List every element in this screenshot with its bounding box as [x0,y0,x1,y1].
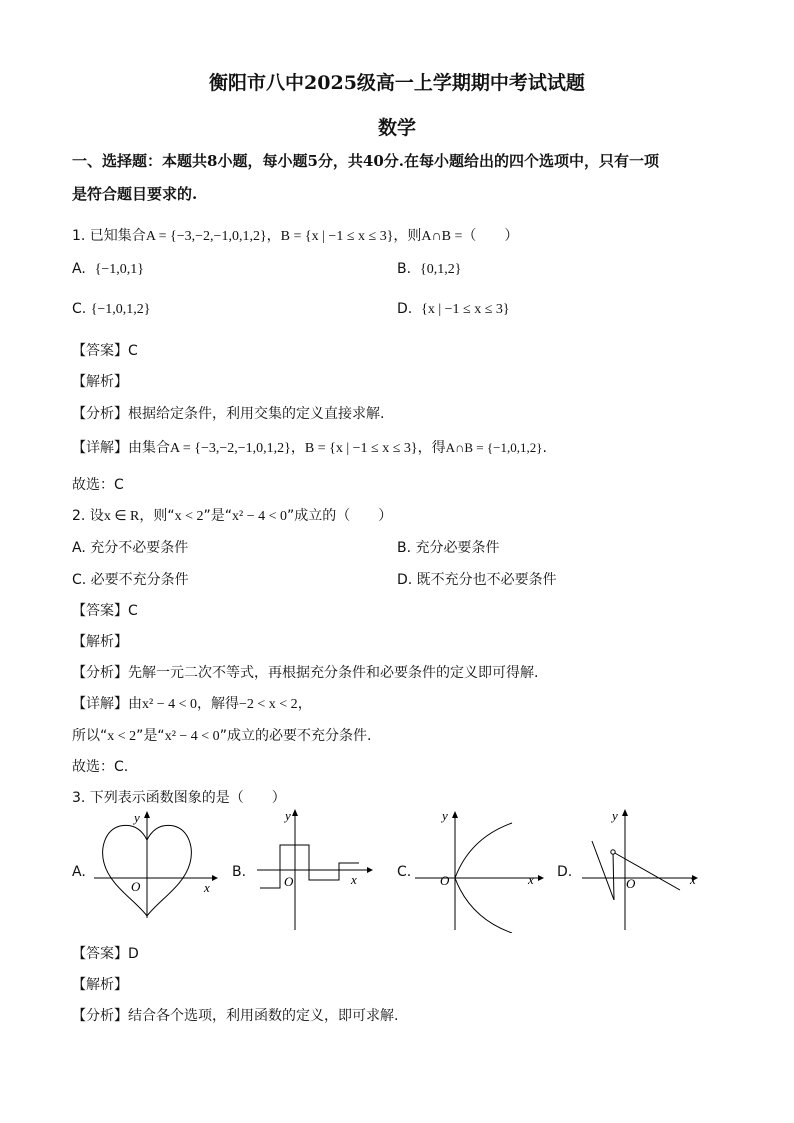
q1-stem [72,225,518,245]
x-axis-arrow [367,867,373,873]
y-label: y [134,810,140,825]
subject-title: 数学 [377,117,416,139]
q2-xiangjie-line2 [72,725,371,745]
x-axis-arrow [212,875,218,881]
q1-option-b [397,261,461,278]
q2-stem-cond2: x² − 4 < 0 [232,509,288,524]
q2-xiangjie-text2: ，解得 [197,696,239,712]
origin-label: O [440,873,450,888]
q2-fenxi [72,662,538,682]
q1-xiangjie-tag: 【详解】 [72,440,128,456]
q1-option-c [72,301,151,318]
q1-fenxi [72,403,384,423]
q2-stem-x: x ∈ R [103,509,140,524]
q1-paren: （ ） [462,228,519,244]
q2-fenxi-text: 先解一元二次不等式，再根据充分条件和必要条件的定义即可得解. [128,665,539,681]
q2-answer-value: C [128,603,138,619]
open-point [611,850,615,854]
y-label: y [285,808,291,823]
step-function [260,845,359,888]
q2-option-a: A. 充分不必要条件 [72,540,189,556]
q2-line2-text2: ”是“ [136,728,165,744]
q1-set-a: A = {−3,−2,−1,0,1,2} [145,229,267,244]
q1-option-c-label: C. [72,301,87,317]
origin-label: O [284,874,294,889]
q1-option-a-label: A. [72,261,86,277]
q1-guxuan: 故选：C [72,477,124,493]
q2-answer [72,600,138,620]
q1-fenxi-text: 根据给定条件，利用交集的定义直接求解. [128,406,385,422]
section-heading-line1: 一、选择题：本题共8小题，每小题5分，共40分.在每小题给出的四个选项中，只有一项 [72,152,659,170]
y-axis-arrow [292,809,298,816]
q1-xiangjie-text2: ， [290,440,305,456]
q2-stem-cond1: x < 2 [174,509,204,524]
x-label: x [690,872,696,887]
q1-option-d [397,301,510,318]
q1-set-b: B = {x | −1 ≤ x ≤ 3} [280,229,394,244]
q2-stem-prefix: 2. 设 [72,508,104,524]
x-label: x [351,872,357,887]
q2-stem [72,505,392,525]
origin-label: O [131,879,141,894]
q3-graph-c [410,808,545,933]
q1-xiangjie-result: A∩B = {−1,0,1,2} [445,440,543,455]
q2-answer-tag: 【答案】 [72,603,128,619]
q1-expr: A∩B = [421,229,463,244]
q1-option-d-label: D. [397,301,413,317]
q3-answer-tag: 【答案】 [72,946,128,962]
q2-guxuan: 故选：C. [72,759,129,775]
q1-xiangjie-set-b: B = {x | −1 ≤ x ≤ 3} [304,441,418,456]
q1-stem-mid: ，则 [393,228,422,244]
q2-option-d: D. 既不充分也不必要条件 [397,572,557,588]
origin-label: O [626,876,636,891]
q3-fenxi-tag: 【分析】 [72,1008,128,1024]
q3-graph-b [255,808,380,933]
q2-xiangjie-math2: −2 < x < 2 [239,697,298,712]
q1-option-b-label: B. [397,261,412,277]
y-axis-arrow [144,811,150,818]
q1-answer [72,340,138,360]
q2-line2-math1: x < 2 [107,729,137,744]
q2-xiangjie-tag: 【详解】 [72,696,128,712]
q1-xiangjie-end: . [542,440,547,456]
q3-fenxi [72,1005,398,1025]
q1-xiangjie-set-a: A = {−3,−2,−1,0,1,2} [170,441,291,456]
q2-option-b: B. 充分必要条件 [397,540,500,556]
q2-xiangjie-text3: ， [297,696,312,712]
q2-line2-text1: 所以“ [72,728,108,744]
section-heading-line2: 是符合题目要求的. [72,185,198,203]
q2-line2-text3: ”成立的必要不充分条件. [219,728,372,744]
q2-stem-text1: ，则“ [139,508,175,524]
q3-answer [72,943,139,963]
q1-answer-value: C [128,343,138,359]
line-right [613,852,680,890]
q1-stem-prefix: 1. 已知集合 [72,228,146,244]
q3-jiexi: 【解析】 [72,977,128,993]
x-axis-arrow [538,875,544,881]
q1-xiangjie-text3: ，得 [417,440,446,456]
q2-fenxi-tag: 【分析】 [72,665,128,681]
q2-xiangjie-text1: 由 [128,696,142,712]
q3-answer-value: D [128,946,139,962]
q3-graph-a [90,808,220,923]
line-left [592,841,614,900]
y-label: y [612,808,618,823]
q2-stem-text2: ”是“ [203,508,233,524]
q3-graph-d [580,808,705,933]
y-axis-arrow [452,811,458,818]
q1-jiexi: 【解析】 [72,374,128,390]
x-label: x [528,872,534,887]
q3-option-c-label: C. [397,864,412,880]
q2-jiexi: 【解析】 [72,634,128,650]
q1-answer-tag: 【答案】 [72,343,128,359]
q1-xiangjie [72,437,547,457]
q1-option-d-value: {x | −1 ≤ x ≤ 3} [421,302,510,317]
q2-option-c: C. 必要不充分条件 [72,572,189,588]
page-title: 衡阳市八中2025级高一上学期期中考试试题 [209,72,585,94]
q1-option-c-value: {−1,0,1,2} [90,302,151,317]
y-label: y [442,808,448,823]
q2-xiangjie-math1: x² − 4 < 0 [142,697,197,712]
q1-xiangjie-text1: 由集合 [128,440,170,456]
q1-fenxi-tag: 【分析】 [72,406,128,422]
q3-option-b-label: B. [232,864,247,880]
q1-comma: ， [266,228,281,244]
q3-option-d-label: D. [557,864,573,880]
y-axis-arrow [622,809,628,816]
line-steep [613,852,614,900]
q1-option-b-value: {0,1,2} [419,262,462,277]
q1-option-a-value: {−1,0,1} [94,262,145,277]
q3-fenxi-text: 结合各个选项，利用函数的定义，即可求解. [128,1008,399,1024]
q1-option-a [72,261,144,278]
q2-line2-math2: x² − 4 < 0 [164,729,220,744]
q2-stem-text3: ”成立的（ ） [287,508,393,524]
x-label: x [204,880,210,895]
q3-stem: 3. 下列表示函数图象的是（ ） [72,790,286,806]
q2-xiangjie [72,693,312,713]
q3-option-a-label: A. [72,864,86,880]
